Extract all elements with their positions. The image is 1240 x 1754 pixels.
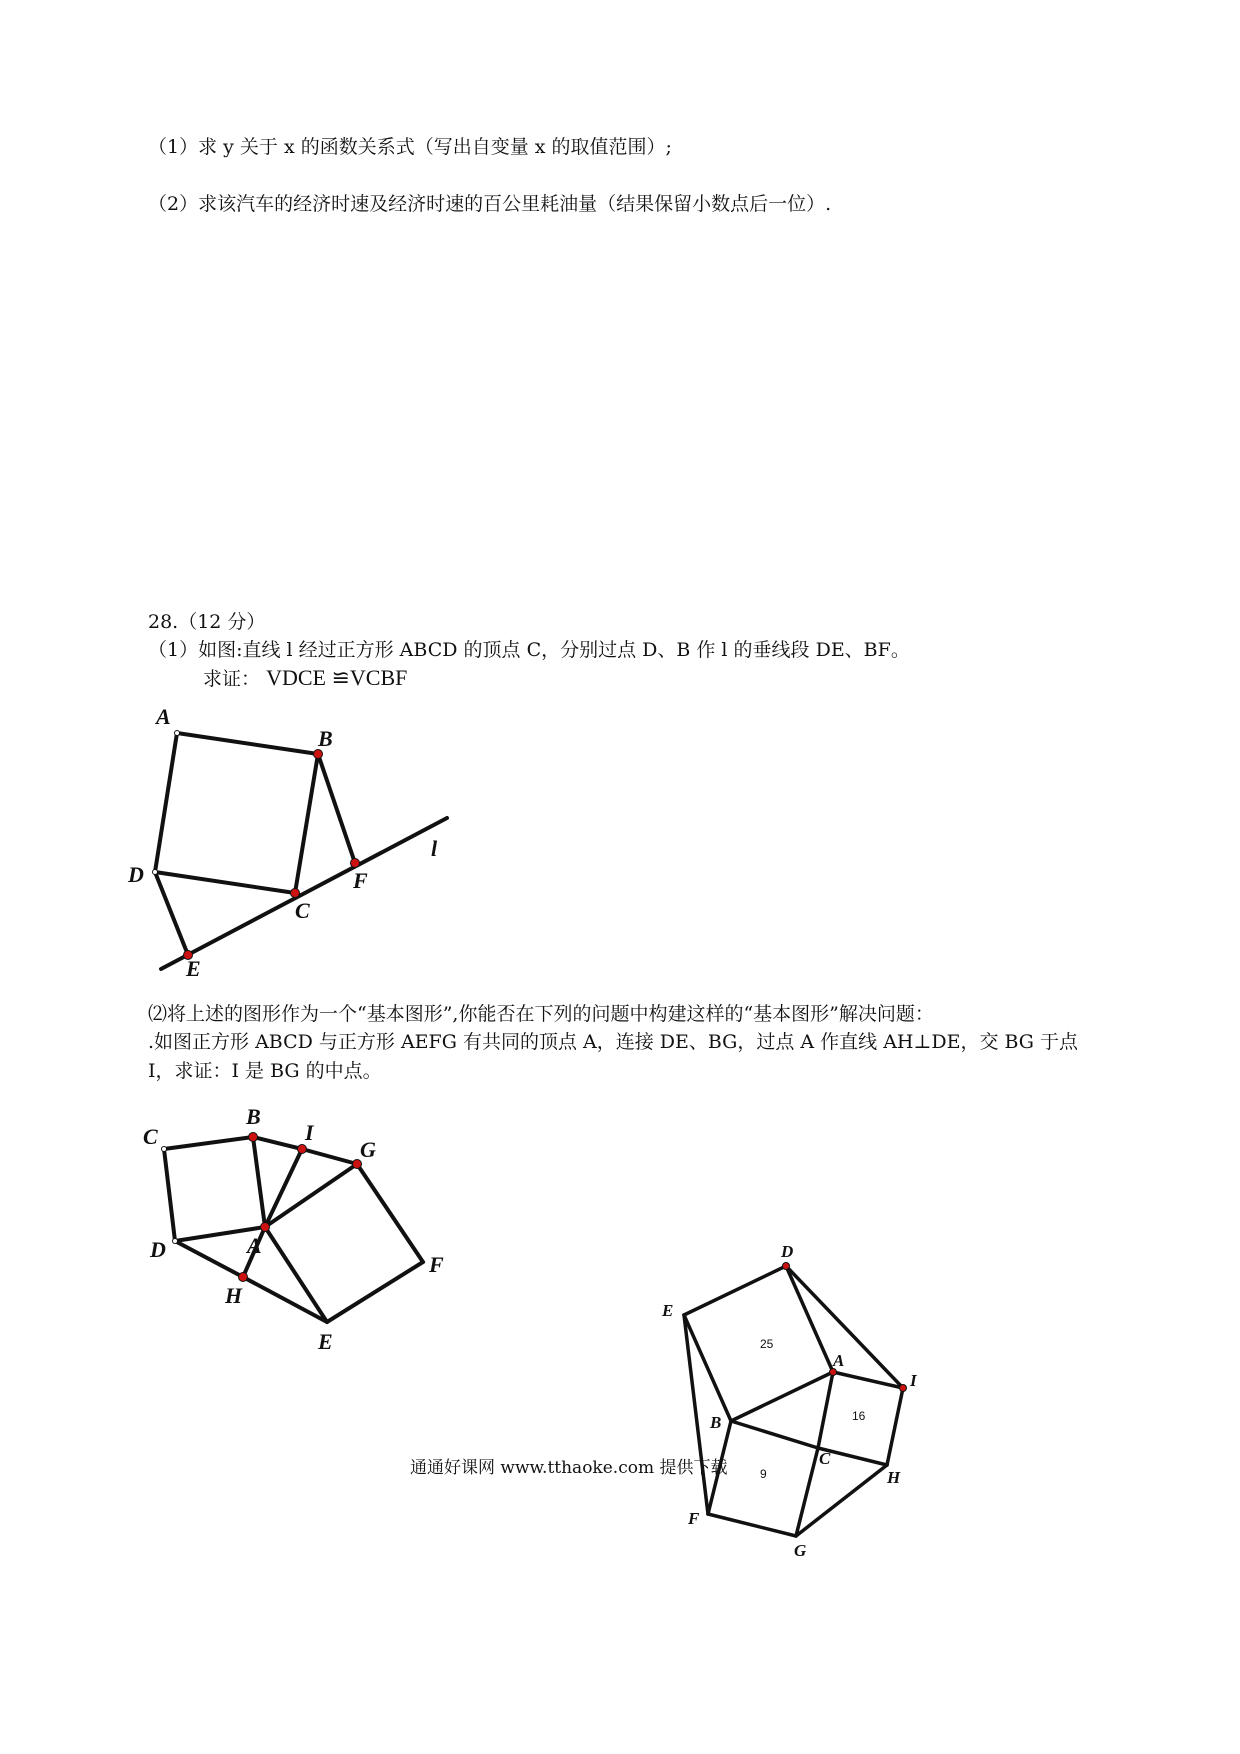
- fig1-label-b: B: [318, 726, 333, 751]
- fig2-label-f: F: [429, 1252, 444, 1277]
- fig3-segment-ed: [684, 1266, 786, 1315]
- fig1-label-f: F: [353, 868, 368, 893]
- q28-header: 28.（12 分）: [148, 611, 266, 633]
- fig3-area-top: 25: [760, 1337, 774, 1351]
- fig2-label-d: D: [150, 1237, 166, 1262]
- fig1-label-l: l: [431, 836, 438, 861]
- fig3-area-bottom: 9: [760, 1467, 767, 1481]
- fig3-point-d: [783, 1263, 790, 1270]
- fig2-label-e: E: [318, 1329, 333, 1354]
- fig2-label-b: B: [246, 1104, 261, 1129]
- prove-label: 求证：: [203, 668, 261, 690]
- q27-part1: （1）求 y 关于 x 的函数关系式（写出自变量 x 的取值范围）;: [148, 136, 672, 158]
- fig3-segment-gf: [708, 1514, 796, 1536]
- fig3-label-a: A: [833, 1351, 845, 1370]
- fig2-label-h: H: [225, 1283, 243, 1308]
- fig1-label-e: E: [186, 956, 201, 981]
- q28-part1: （1）如图:直线 l 经过正方形 ABCD 的顶点 C，分别过点 D、B 作 l 的垂线段 DE、BF。: [148, 639, 910, 661]
- fig3-segment-da: [786, 1266, 833, 1372]
- fig1-label-c: C: [295, 898, 310, 923]
- fig1-label-d: D: [128, 862, 144, 887]
- fig3-label-f: F: [688, 1509, 700, 1528]
- fig3-segment-ac: [818, 1372, 833, 1448]
- fig2-label-a: A: [247, 1233, 262, 1258]
- fig3-label-b: B: [710, 1413, 722, 1432]
- q28-part2-line3: I，求证：I 是 BG 的中点。: [148, 1060, 382, 1082]
- q27-part2: （2）求该汽车的经济时速及经济时速的百公里耗油量（结果保留小数点后一位）.: [148, 193, 832, 215]
- q28-part2-line2: .如图正方形 ABCD 与正方形 AEFG 有共同的顶点 A，连接 DE、BG，过点 A 作直线 AH⊥DE，交 BG 于点: [148, 1031, 1079, 1053]
- fig3-segment-ab: [731, 1372, 833, 1421]
- fig3-segment-ai: [833, 1372, 903, 1388]
- fig3-segment-bc: [731, 1421, 818, 1448]
- fig3-label-e: E: [662, 1301, 674, 1320]
- fig1-label-a: A: [156, 704, 171, 729]
- fig3-area-right: 16: [852, 1409, 866, 1423]
- fig3-label-h: H: [887, 1468, 901, 1487]
- fig2-label-g: G: [360, 1137, 376, 1162]
- fig2-label-c: C: [143, 1124, 158, 1149]
- fig3-segment-ih: [887, 1388, 903, 1465]
- fig3-label-i: I: [910, 1371, 917, 1390]
- page-footer: 通通好课网 www.tthaoke.com 提供下载: [410, 1458, 728, 1478]
- q28-part2-line1: ⑵将上述的图形作为一个“基本图形”,你能否在下列的问题中构建这样的“基本图形”解决问题：: [148, 1003, 934, 1025]
- fig3-label-d: D: [781, 1242, 794, 1261]
- prove-statement: VDCE ≌VCBF: [266, 665, 408, 690]
- fig3-point-i: [900, 1385, 907, 1392]
- fig3-segment-di: [786, 1266, 903, 1388]
- fig3-label-c: C: [819, 1449, 831, 1468]
- fig2-label-i: I: [305, 1120, 314, 1145]
- fig3-label-g: G: [794, 1541, 807, 1560]
